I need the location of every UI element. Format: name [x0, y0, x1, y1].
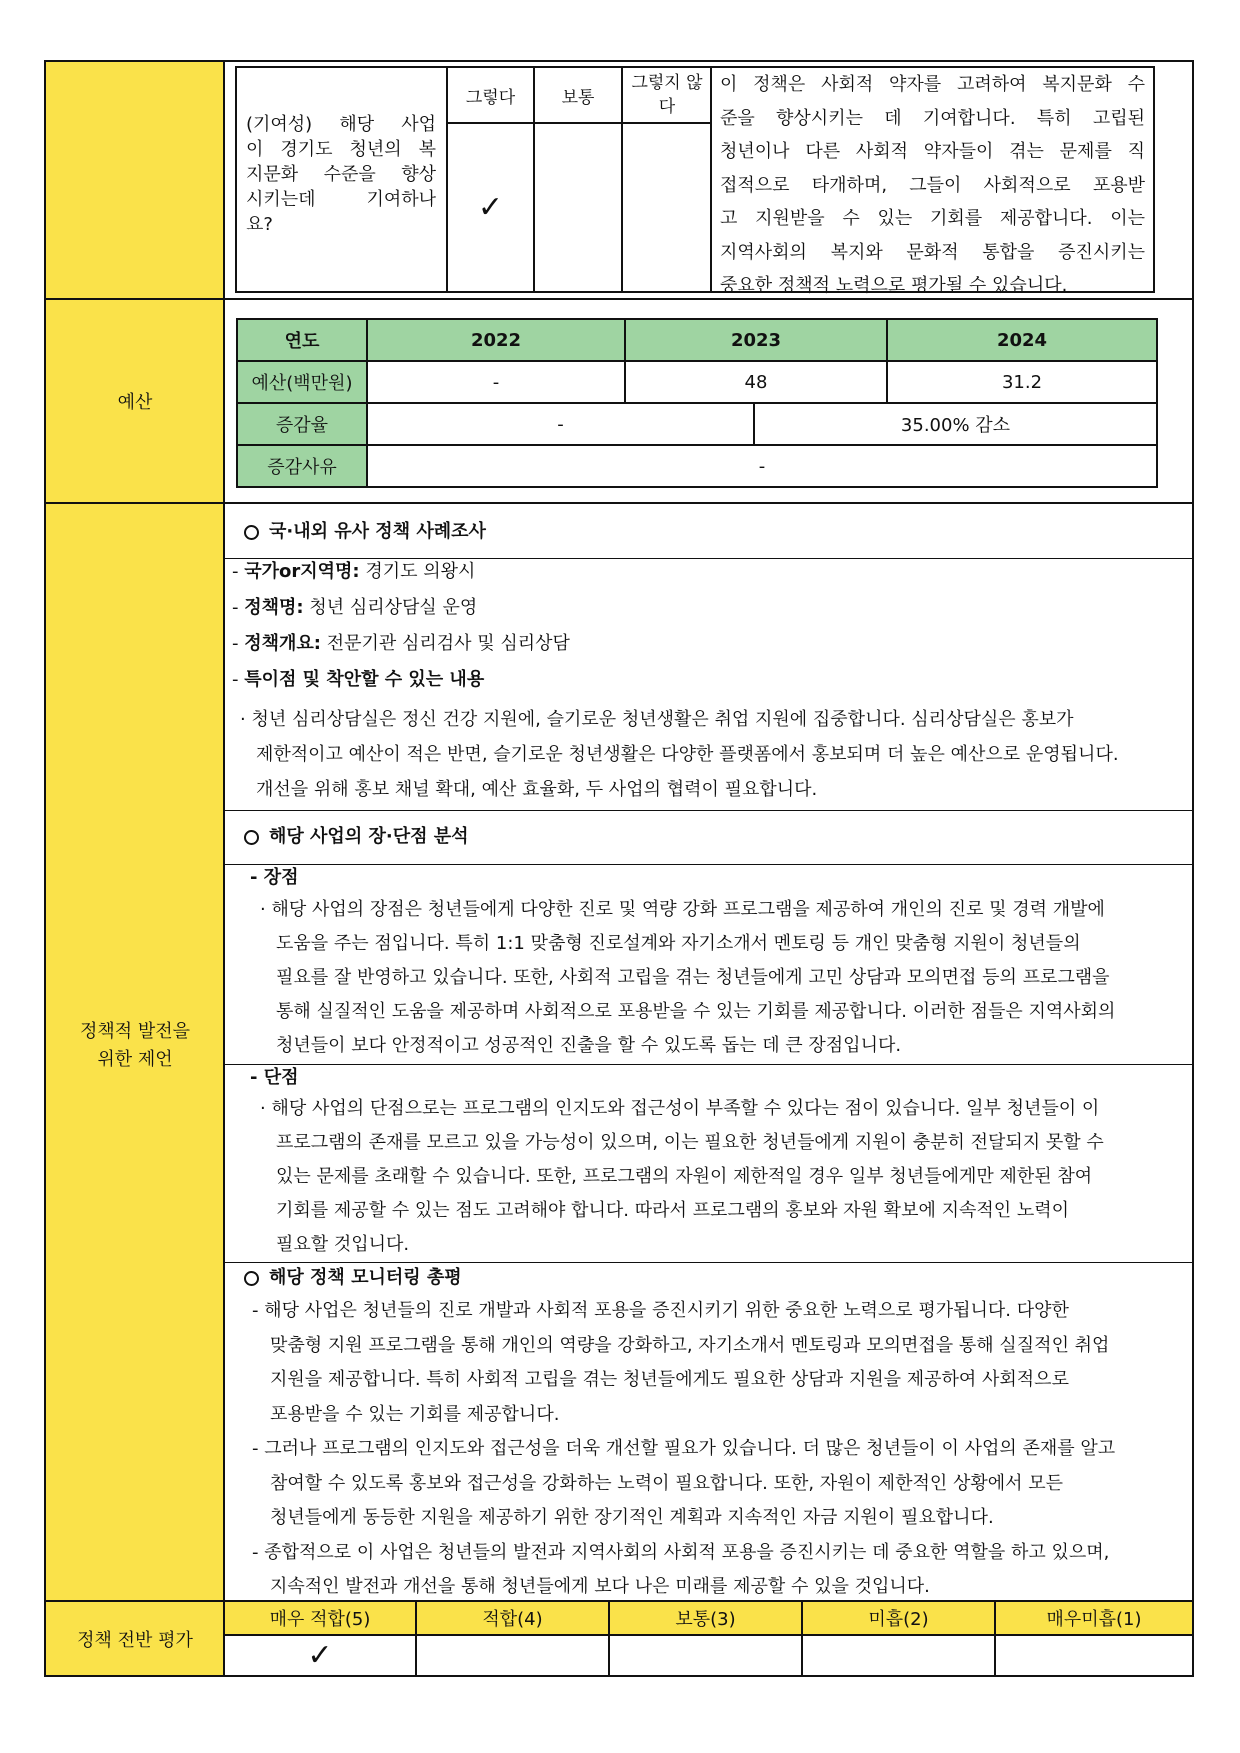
- comment-line: 접적으로 타개하며, 그들이 사회적으로 포용받: [720, 174, 1145, 196]
- policy-name-value: 청년 심리상담실 운영: [309, 597, 478, 618]
- review-line: - 종합적으로 이 사업은 청년들의 발전과 지역사회의 사회적 포용을 증진시키는 데 중요한 역할을 하고 있으며,: [252, 1541, 1110, 1563]
- pros-line: 통해 실질적인 도움을 제공하며 사회적으로 포용받을 수 있는 기회를 제공합니다. 이러한 점들은 지역사회의: [276, 1001, 1116, 1022]
- budget-header-year: 연도: [284, 331, 320, 352]
- label-line: 정책적 발전을: [79, 1021, 191, 1042]
- pros-line: · 해당 사업의 장점은 청년들에게 다양한 진로 및 역량 강화 프로그램을 제공하여 개인의 진로 및 경력 개발에: [260, 899, 1105, 920]
- rating-good: 적합(4): [482, 1609, 543, 1630]
- region-value: 경기도 의왕시: [365, 561, 476, 582]
- comment-line: 지역사회의 복지와 문화적 통합을 증진시키는: [720, 241, 1145, 263]
- budget-2023-value: 48: [744, 371, 768, 393]
- region-label: 국가or지역명:: [244, 561, 360, 582]
- budget-row-label: 예산(백만원): [251, 373, 353, 394]
- check-mark-icon: ✓: [477, 189, 504, 225]
- comment-line: 청년이나 다른 사회적 약자들이 겪는 문제를 직: [720, 141, 1145, 162]
- budget-header-2024: 2024: [996, 329, 1048, 351]
- cons-line: 필요할 것입니다.: [276, 1234, 410, 1255]
- overview-line: - 정책개요: 전문기관 심리검사 및 심리상담: [232, 633, 570, 654]
- reason-value: -: [758, 455, 766, 477]
- review-line: 참여할 수 있도록 홍보와 접근성을 강화하는 노력이 필요합니다. 또한, 자원이 제한적인 상황에서 모든: [270, 1472, 1064, 1494]
- overview-label: 정책개요:: [244, 633, 321, 654]
- review-line: 청년들에게 동등한 지원을 제공하기 위한 장기적인 계획과 지속적인 자금 지원이 필요합니다.: [270, 1507, 994, 1528]
- notes-paragraph: [240, 702, 1119, 807]
- rating-very-poor: 매우미흡(1): [1046, 1609, 1142, 1630]
- comment-line: 중요한 정책적 노력으로 평가될 수 있습니다.: [720, 275, 1068, 296]
- question-line: 이 경기도 청년의 복: [246, 139, 436, 160]
- budget-section-label: 예산: [117, 392, 153, 413]
- pros-line: 필요를 잘 반영하고 있습니다. 또한, 사회적 고립을 겪는 청년들에게 고민 상담과 모의면접 등의 프로그램을: [276, 967, 1110, 988]
- notes-line: · 청년 심리상담실은 정신 건강 지원에, 슬기로운 청년생활은 취업 지원에 집중합니다. 심리상담실은 홍보가: [240, 709, 1074, 730]
- change-value-1: -: [557, 413, 564, 435]
- option-neutral: 보통: [561, 87, 595, 108]
- cons-paragraph: [260, 1092, 1104, 1262]
- check-mark-icon: ✓: [307, 1637, 333, 1673]
- budget-header-2022: 2022: [470, 329, 522, 351]
- reason-row-label: 증감사유: [267, 457, 337, 478]
- pros-heading: - 장점: [250, 867, 299, 888]
- pros-paragraph: [260, 893, 1115, 1063]
- notes-heading-line: - 특이점 및 착안할 수 있는 내용: [232, 669, 485, 690]
- option-yes: 그렇다: [465, 87, 516, 108]
- budget-header-2023: 2023: [730, 329, 782, 351]
- review-heading: [244, 1266, 462, 1290]
- comment-line: 고 지원받을 수 있는 기회를 제공합니다. 이는: [720, 208, 1145, 229]
- contribution-comment: [720, 68, 1145, 303]
- policy-name-line: - 정책명: 청년 심리상담실 운영: [232, 597, 478, 618]
- review-line: - 그러나 프로그램의 인지도와 접근성을 더욱 개선할 필요가 있습니다. 더 많은 청년들이 이 사업의 존재를 알고: [252, 1438, 1116, 1459]
- change-value-2: 35.00% 감소: [900, 415, 1011, 436]
- pros-line: 도움을 주는 점입니다. 특히 1:1 맞춤형 진로설계와 자기소개서 멘토링 등 개인 맞춤형 지원이 청년들의: [276, 933, 1081, 954]
- budget-2024-value: 31.2: [1001, 371, 1043, 393]
- cons-line: 기회를 제공할 수 있는 점도 고려해야 합니다. 따라서 프로그램의 홍보와 자원 확보에 지속적인 노력이: [276, 1200, 1070, 1221]
- review-line: 포용받을 수 있는 기회를 제공합니다.: [270, 1403, 560, 1425]
- policy-section-label: [46, 1018, 224, 1074]
- label-line: 위한 제언: [97, 1049, 173, 1070]
- question-line: 요?: [246, 214, 273, 235]
- question-line: 지문화 수준을 향상: [246, 164, 436, 185]
- analysis-heading-text: 해당 사업의 장·단점 분석: [269, 826, 469, 847]
- contribution-question: [246, 112, 436, 237]
- notes-heading: 특이점 및 착안할 수 있는 내용: [244, 669, 485, 690]
- rating-poor: 미흡(2): [868, 1609, 929, 1630]
- review-line: - 해당 사업은 청년들의 진로 개발과 사회적 포용을 증진시키기 위한 중요한 노력으로 평가됩니다. 다양한: [252, 1300, 1069, 1321]
- cons-line: 프로그램의 존재를 모르고 있을 가능성이 있으며, 이는 필요한 청년들에게 지원이 충분히 전달되지 못할 수: [276, 1132, 1104, 1153]
- question-line: 시키는데 기여하나: [246, 189, 436, 210]
- cons-heading: - 단점: [250, 1067, 299, 1088]
- rating-average: 보통(3): [675, 1609, 736, 1630]
- overall-label: 정책 전반 평가: [77, 1629, 193, 1651]
- case-heading-text: 국·내외 유사 정책 사례조사: [269, 521, 486, 542]
- circle-bullet-icon: [244, 1271, 259, 1286]
- rating-very-good: 매우 적합(5): [269, 1609, 371, 1630]
- review-line: 맞춤형 지원 프로그램을 통해 개인의 역량을 강화하고, 자기소개서 멘토링과 모의면접을 통해 실질적인 취업: [270, 1334, 1110, 1356]
- question-line: (기여성) 해당 사업: [246, 114, 436, 135]
- review-paragraph: [252, 1294, 1115, 1605]
- comment-line: 준을 향상시키는 데 기여합니다. 특히 고립된: [720, 107, 1145, 129]
- change-row-label: 증감율: [275, 415, 329, 436]
- cons-line: 있는 문제를 초래할 수 있습니다. 또한, 프로그램의 자원이 제한적일 경우 일부 청년들에게만 제한된 참여: [276, 1166, 1093, 1187]
- region-line: - 국가or지역명: 경기도 의왕시: [232, 561, 476, 582]
- notes-line: 제한적이고 예산이 적은 반면, 슬기로운 청년생활은 다양한 플랫폼에서 홍보되며 더 높은 예산으로 운영됩니다.: [256, 744, 1119, 765]
- budget-2022-value: -: [492, 371, 500, 393]
- circle-bullet-icon: [244, 525, 259, 540]
- review-line: 지속적인 발전과 개선을 통해 청년들에게 보다 나은 미래를 제공할 수 있을 것입니다.: [270, 1576, 930, 1597]
- policy-name-label: 정책명:: [244, 597, 304, 618]
- review-line: 지원을 제공합니다. 특히 사회적 고립을 겪는 청년들에게도 필요한 상담과 지원을 제공하여 사회적으로: [270, 1369, 1069, 1390]
- notes-line: 개선을 위해 홍보 채널 확대, 예산 효율화, 두 사업의 협력이 필요합니다.: [256, 779, 818, 800]
- analysis-heading: [244, 825, 469, 849]
- overview-value: 전문기관 심리검사 및 심리상담: [326, 633, 570, 654]
- review-heading-text: 해당 정책 모니터링 총평: [269, 1267, 462, 1288]
- comment-line: 이 정책은 사회적 약자를 고려하여 복지문화 수: [720, 74, 1145, 95]
- case-heading: [244, 520, 486, 544]
- circle-bullet-icon: [244, 830, 259, 845]
- option-no: 그렇지 않다: [631, 73, 703, 117]
- pros-line: 청년들이 보다 안정적이고 성공적인 진출을 할 수 있도록 돕는 데 큰 장점입니다.: [276, 1035, 902, 1056]
- cons-line: · 해당 사업의 단점으로는 프로그램의 인지도와 접근성이 부족할 수 있다는 점이 있습니다. 일부 청년들이 이: [260, 1098, 1100, 1119]
